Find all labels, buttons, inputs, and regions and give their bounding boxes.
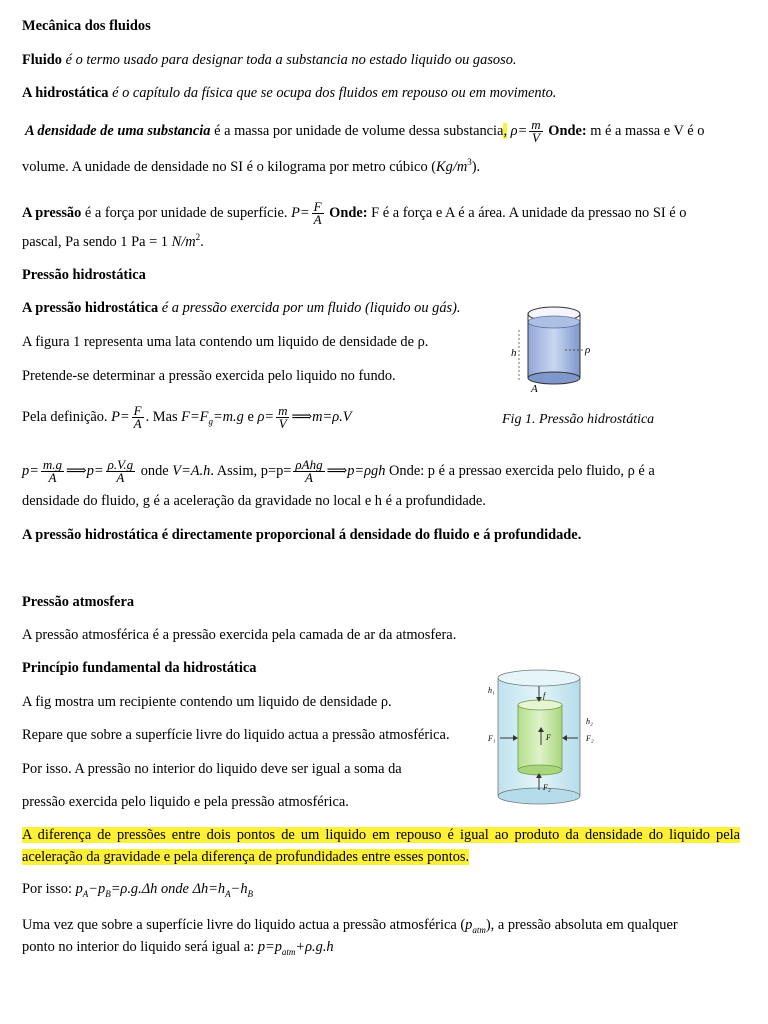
fig2-label-h1: h₁ [488, 686, 495, 695]
fluido-def: é o termo usado para designar toda a substancia no estado liquido ou gasoso. [62, 52, 517, 68]
onde-label: Onde: [329, 204, 368, 221]
fig2-label-f2: F₂ [586, 734, 594, 743]
fig2-label-h2: h₂ [586, 717, 593, 726]
densidade-term: A densidade de uma substancia [25, 122, 211, 139]
densidade-def: é a massa por unidade de volume dessa substancia [210, 122, 504, 139]
can-liquid [528, 322, 580, 378]
page-title: Mecânica dos fluidos [22, 18, 151, 34]
principio-line-3: Por isso. A pressão no interior do liquido deve ser igual a soma da [22, 761, 402, 777]
fig1-label-a: A [531, 383, 538, 395]
density-fraction: $\frac{m}{V}$ [531, 117, 541, 145]
conclusion-text: A pressão hidrostática é directamente proporcional á densidade do fluido e á profundidade. [22, 527, 582, 543]
atm-definition: A pressão atmosférica é a pressão exercida pela camada de ar da atmosfera. [22, 627, 457, 643]
final-line-1: Uma vez que sobre a superfície livre do liquido actua a pressão atmosférica $(p_{atm})$, a pressão absoluta em qualquer [22, 917, 678, 935]
fig1-can-diagram [505, 300, 615, 395]
highlight-line-1: A diferença de pressões entre dois pontos de um liquido em repouso é igual ao produto da densidade do liquido pela [22, 827, 740, 843]
inner-cylinder [518, 705, 562, 770]
densidade-line2: volume. A unidade de densidade no SI é o kilograma por metro cúbico $(Kg/m^3)$. [22, 157, 481, 175]
definition-equation-line: Pela definição. P= $\frac{F}{A}$ . Mas $F=F_g=m.g$ e ρ= $\frac{m}{V}$ ⟹m=ρ.V [22, 403, 352, 431]
hidrostatica-definition [22, 84, 556, 102]
derivation-line2: densidade do fluido, g é a aceleração da gravidade no local e h é a profundidade. [22, 493, 486, 509]
hidrostatica-def: é o capítulo da física que se ocupa dos fluidos em repouso ou em movimento. [108, 85, 557, 101]
pressao-hidrostatica-definition: A pressão hidrostática é a pressão exercida por um fluido (liquido ou gás). [22, 300, 461, 316]
final-line-2: ponto no interior do liquido será igual a: $p=p_{atm}+\rho.g.h$ [22, 939, 334, 957]
onde-label: Onde: [548, 122, 587, 139]
highlight-line-2: aceleração da gravidade e pela diferença de profundidades entre esses pontos. [22, 849, 470, 865]
liquid-surface [528, 316, 580, 328]
fig2-label-fb: F₂ [543, 783, 551, 792]
fig1-label-h: h [511, 347, 517, 359]
pressao-line2: pascal, Pa sendo 1 Pa = 1 $N/m^2$. [22, 232, 204, 250]
outer-bottom [498, 788, 580, 804]
fig1-label-rho: ρ [585, 344, 591, 356]
principio-line-1: A fig mostra um recipiente contendo um liquido de densidade ρ. [22, 694, 392, 710]
densidade-tail: m é a massa e V é o [586, 122, 705, 139]
section-heading-pressao-atmosfera: Pressão atmosfera [22, 594, 135, 610]
pressao-line1: A pressão é a força por unidade de superfície. P= $\frac{F}{A}$ Onde: F é a força e A é a área. A unidade da pressao no SI é o [22, 199, 687, 227]
derivation-line1: p= $\frac{m.g}{A}$ ⟹p= $\frac{\rho.V.g}{A}$ onde V=A.h. Assim, p=p= $\frac{\text{ρAhg}}{A}$ ⟹p=ρgh Onde: p é a pressao exercida pelo fluido, ρ é a [22, 457, 655, 485]
fluido-definition [22, 51, 517, 69]
fig1-text-2: Pretende-se determinar a pressão exercida pelo liquido no fundo. [22, 368, 396, 384]
fig2-container-diagram [480, 660, 610, 810]
hidrostatica-term: A hidrostática [22, 85, 109, 101]
densidade-line1 [25, 119, 704, 144]
fig2-label-fa: F [546, 733, 551, 742]
pressao-def: é a força por unidade de superfície. [81, 204, 292, 221]
por-isso-equation: Por isso: $p_A-p_B=\rho.g.\Delta h$ onde $\Delta h=h_A-h_B$ [22, 881, 254, 899]
fig1-text-1: A figura 1 representa uma lata contendo um liquido de densidade de ρ. [22, 334, 429, 350]
fig2-label-f1: F₁ [488, 734, 496, 743]
rho-eq: ρ= [510, 122, 528, 139]
section-heading-pressao-hidrostatica: Pressão hidrostática [22, 267, 146, 283]
principio-line-2: Repare que sobre a superfície livre do liquido actua a pressão atmosférica. [22, 727, 450, 743]
outer-top [498, 670, 580, 686]
section-heading-principio: Princípio fundamental da hidrostática [22, 660, 257, 676]
highlight-comma: , [503, 122, 508, 139]
pressure-fraction: $\frac{F}{A}$ [313, 199, 322, 227]
fluido-term: Fluido [22, 52, 62, 68]
principio-line-4: pressão exercida pelo liquido e pela pressão atmosférica. [22, 794, 349, 810]
fig1-caption: Fig 1. Pressão hidrostática [502, 412, 655, 427]
fig2-label-f1-top: f [543, 691, 546, 700]
pressao-term: A pressão [22, 204, 82, 221]
